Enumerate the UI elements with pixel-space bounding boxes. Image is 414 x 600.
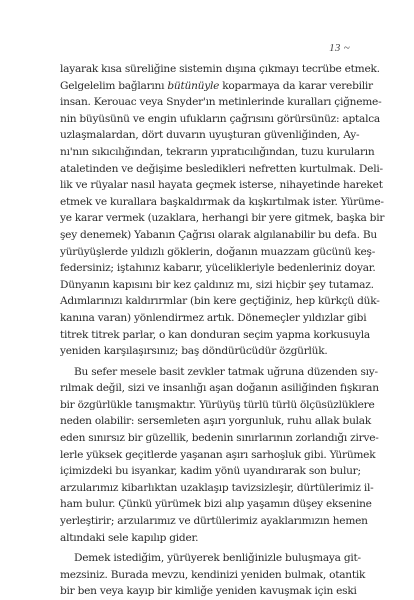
text-run: içimizdeki bu isyankar, kadim yönü uyandırarak son bulur; [60,465,361,478]
text-run: layarak kısa süreliğine sistemin dışına çıkmayı tecrübe etmek. [60,63,380,75]
text-line [60,413,372,430]
text-line [60,177,383,194]
text-run: bir ben veya kayıp bir kimliğe yeniden kavuşmak için eski [60,585,357,598]
text-line [60,364,378,381]
page-number: 13 ~ [329,42,350,54]
text-line [60,550,361,567]
text-run: insan. Kerouac veya Snyder'ın metinlerinde kuralları çiğneme- [60,96,382,109]
emphasized-text: bütünüyle [167,79,220,92]
text-run: ye karar vermek (uzaklara, herhangi bir yere gitmek, başka bir [60,212,385,225]
text-run: mezsiniz. Burada mevzu, kendinizi yeniden bulmak, otantik [60,568,366,581]
text-run: yeniden karşılaşırsınız; baş döndürücüdür özgürlük. [60,345,328,358]
text-line [60,327,370,344]
text-line [60,78,373,95]
text-run: Gelgelelim bağlarını [60,79,168,92]
text-line [60,463,361,480]
text-run: Bu sefer mesele basit zevkler tatmak uğruna düzenden sıy- [74,365,378,378]
text-run: neden olabilir: sersemleten aşırı yorgunluk, ruhu allak bulak [60,415,372,428]
text-run: uzlaşmalardan, dört duvarın uyuşturan güvenliğinden, Ay- [60,129,360,142]
text-run: lik ve rüyalar nasıl hayata geçmek isterse, nihayetinde hareket [60,179,383,192]
text-line [60,343,355,360]
text-run: Demek istediğim, yürüyerek benliğinizle buluşmaya git- [74,552,361,565]
text-run: kanına varan) yönlendirmez artık. Dönemeçler yıldızlar gibi [60,311,367,324]
text-line [60,310,367,327]
text-line [60,161,383,178]
text-run: arzularımız kibarlıktan uzaklaşıp tavizsizleşir, dürtülerimiz il- [60,481,374,494]
text-line [60,277,374,294]
text-line [60,210,385,227]
text-line [60,496,372,513]
text-line [60,94,382,111]
text-line [60,227,377,244]
body-text [60,61,385,600]
text-line [60,430,379,447]
text-line [60,61,380,78]
text-run: nin büyüsünü ve engin ufukların çağrısını görürsünüz: aptalca [60,112,380,125]
text-run: koparmaya da karar verebilir [219,79,373,92]
text-run: Adımlarınızı kaldırırmlar (bin kere geçtiğiniz, hep kürkçü dük- [60,295,380,308]
text-run: titrek titrek parlar, o kan donduran seçim yapma korkusuyla [60,328,370,341]
text-line [60,397,375,414]
text-run: yerleştirir; arzularımız ve dürtülerimiz ayaklarımızın hemen [60,515,368,528]
text-run: ham bulur. Çünkü yürümek bizi alıp yaşamın düşey eksenine [60,498,372,511]
text-run: yürüyüşlerde yıldızlı göklerin, doğanın muazzam gücünü keş- [60,245,376,258]
text-line [60,380,379,397]
text-line [60,293,380,310]
text-line [60,260,376,277]
text-line [60,127,360,144]
text-line [60,447,376,464]
text-run: rılmak değil, sizi ve insanlığı aşan doğanın asiliğinden fışkıran [60,382,379,395]
text-line [60,583,355,600]
text-run: eden sınırsız bir güzellik, bedenin sınırlarının zorlandığı zirve- [60,432,379,445]
text-line [60,144,375,161]
text-run: şey denemek) Yabanın Çağrısı olarak algılanabilir bu defa. Bu [60,228,377,241]
text-line [60,567,366,584]
text-line [60,530,355,547]
text-run: lerle yüksek geçitlerde yaşanan aşırı sarhoşluk gibi. Yürümek [60,448,376,461]
text-run: bir özgürlükle tanışmaktır. Yürüyüş türlü türlü ölçüsüzlüklere [60,398,375,411]
text-run: altındaki sele kapılıp gider. [60,531,199,544]
text-line [60,111,380,128]
text-line [60,480,374,497]
text-run: etmek ve kurallara başkaldırmak da kışkırtılmak ister. Yürüme- [60,195,384,208]
text-line [60,194,384,211]
text-run: nı'nın sıkıcılığından, tekrarın yıpratıcılığından, tuzu kuruların [60,145,375,158]
text-line [60,513,368,530]
text-run: ataletinden ve değişime besledikleri nefretten kurtulmak. Deli- [60,162,383,175]
text-line [60,244,376,261]
text-run: Dünyanın kapısını bir kez çaldınız mı, sizi hiçbir şey tutamaz. [60,278,374,291]
text-run: federsiniz; iştahınız kabarır, yücelikleriyle bedenleriniz doyar. [60,262,376,275]
